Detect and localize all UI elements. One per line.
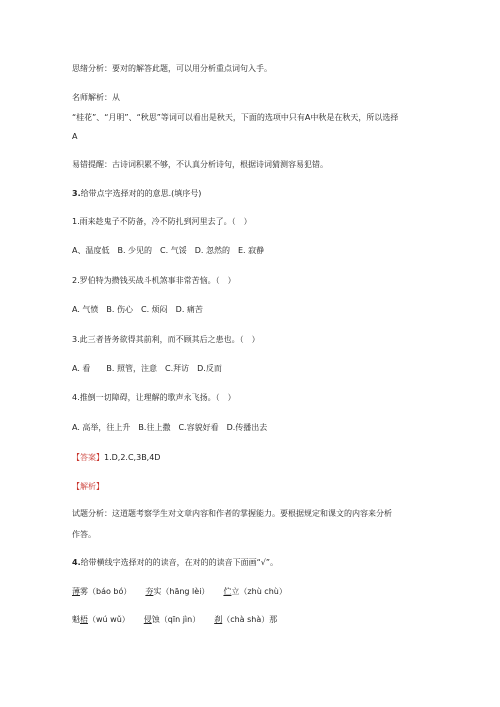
underlined-char: 刹 [214,615,223,624]
pinyin-choice: 立（zhù chù） [231,587,287,596]
pinyin-choice: 实（hāng lèi） [153,587,210,596]
underlined-char: 伫 [223,587,232,596]
question-number: 4. [72,558,81,567]
jiexi-label: 【解析】 [72,482,104,491]
underlined-char: 薄 [72,587,80,596]
mingshi-label: 名师解析：从 [72,93,120,102]
q3-item-1: 1.雨来趁鬼子不防备，冷不防扎到河里去了。（ ） [72,217,252,226]
q4-row-1 [72,586,287,597]
answer-line [72,452,160,463]
analysis-line: 思绪分析：要对的解答此题，可以用分析重点词句入手。 [72,64,272,73]
question-text: 给带横线字选择对的的读音，在对的的读音下面画“√”。 [80,558,278,567]
answer-label: 【答案】 [72,453,104,462]
q3-item-3-options: A. 看 B. 照管，注意 C.拜访 D.反而 [72,364,222,373]
q3-item-2-options: A. 气愤 B. 伤心 C. 烦闷 D. 痛苦 [72,305,203,314]
underlined-char: 侵 [143,615,152,624]
q3-item-2: 2.罗伯特为攒钱买战斗机煞事非常苦恼。（ ） [72,276,236,285]
answer-value: 1.D,2.C,3B,4D [104,453,161,462]
question-4-title [72,557,278,568]
mingshi-answer: A [72,132,78,141]
q4-row-2 [72,614,277,625]
underlined-char: 夯 [145,587,154,596]
q3-item-3: 3.此三者皆务欲得其前利，而不顾其后之患也。（ ） [72,335,260,344]
question-number: 3. [72,189,81,198]
question-3-title [72,188,201,199]
q3-item-4: 4.推倒一切障碍，让理解的歌声永飞扬。（ ） [72,393,236,402]
shiti-line-1: 试题分析：这道题考察学生对文章内容和作者的掌握能力。要根据规定和课文的内容来分析 [72,509,392,518]
q3-item-4-options: A. 高举，往上升 B.往上撒 C.容貌好看 D.传播出去 [72,423,268,432]
pinyin-choice: 蚀（qīn jìn） [151,615,201,624]
plain-char: 魁 [72,615,80,624]
yicuo-line: 易错提醒：古诗词积累不够，不认真分析诗句，根据诗词猜测容易犯错。 [72,160,328,169]
shiti-line-2: 作答。 [72,530,96,539]
pinyin-choice: （chà shà）那 [222,615,278,624]
mingshi-text: “桂花”、“月明”、“秋思”等词可以看出是秋天，下面的选项中只有A中秋是在秋天，所以选择 [72,113,399,122]
pinyin-choice: （wú wǔ） [88,615,130,624]
underlined-char: 梧 [80,615,88,624]
pinyin-choice: 雾（báo bó） [80,587,132,596]
q3-item-1-options: A、温度低 B. 少见的 C. 气馁 D. 忽然的 E. 寂静 [72,246,265,255]
question-text: 给带点字选择对的的意思.(填序号) [80,189,202,198]
